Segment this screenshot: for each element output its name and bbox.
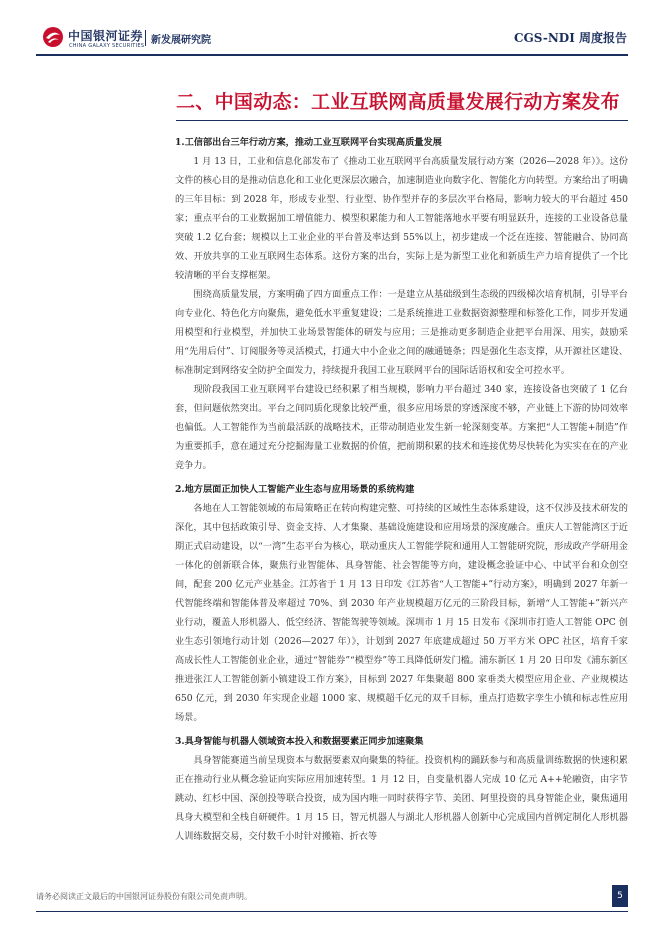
footer-rule xyxy=(36,911,628,912)
section-title: 二、中国动态：工业互联网高质量发展行动方案发布 xyxy=(176,91,620,113)
article-body xyxy=(175,133,628,846)
brand-name-en: CHINA GALAXY SECURITIES xyxy=(69,43,145,49)
institute-name: 新发展研究院 xyxy=(151,35,211,46)
title-rule xyxy=(176,120,628,121)
page-number: 5 xyxy=(612,885,628,907)
galaxy-logo-icon xyxy=(42,26,64,48)
paragraph: 现阶段我国工业互联网平台建设已经积累了相当规模，影响力平台超过 340 家，连接设备也突破了 1 亿台套，但问题依然突出。平台之间同质化现象比较严重，很多应用场景的穿透深度不够，产业链上下游的协同效率也偏低。人工智能作为当前最活跃的战略技术，正带动制造业发生新一轮深刻变革。方案把“人工智能+制造”作为重要抓手，意在通过充分挖掘海量工业数据的价值，把前期积累的技术和连接优势尽快转化为实实在在的产业竞争力。 xyxy=(175,384,628,471)
paragraph: 1 月 13 日，工业和信息化部发布了《推动工业互联网平台高质量发展行动方案（2026—2028 年）》。这份文件的核心目的是推动信息化和工业化更深层次融合，加速制造业向数字化、智能化方向转型。方案给出了明确的三年目标：到 2028 年，形成专业型、行业型、协作型并存的多层次平台格局，影响力较大的平台超过 450 家；重点平台的工业数据加工增值能力、模型积累能力和人工智能落地水平要有明显跃升，连接的工业设备总量突破 1.2 亿台套；规模以上工业企业的平台普及率达到 55%以上，初步建成一个泛在连接、智能融合、协同高效、开放共享的工业互联网生态体系。这份方案的出台，实际上是为新型工业化和新质生产力培育提供了一个比较清晰的平台支撑框架。 xyxy=(175,156,628,281)
report-type: CGS-NDI 周度报告 xyxy=(513,31,627,45)
subsection-heading: 3.具身智能与机器人领域资本投入和数据要素正同步加速聚集 xyxy=(175,736,424,747)
paragraph: 各地在人工智能领域的布局策略正在转向构建完整、可持续的区域性生态体系建设，这不仅涉及技术研发的深化，其中包括政策引导、资金支持、人才集聚、基础设施建设和应用场景的深度融合。重庆人工智能湾区于近期正式启动建设，以“一湾”生态平台为核心，联动重庆人工智能学院和通用人工智能研究院，形成政产学研用金一体化的创新联合体，聚焦行业智能体、具身智能、社会智能等方向，建设概念验证中心、中试平台和众创空间，配套 200 亿元产业基金。江苏省于 1 月 13 日印发《江苏省“人工智能+”行动方案》，明确到 2027 年新一代智能终端和智能体普及率超过 70%、到 2030 年产业规模超万亿元的三阶段目标，新增“人工智能+”新兴产业行动，覆盖人形机器人、低空经济、智能驾驶等领域。深圳市 1 月 15 日发布《深圳市打造人工智能 OPC 创业生态引领地行动计划（2026—2027 年）》，计划到 2027 年底建成超过 50 万平方米 OPC 社区，培育千家高成长性人工智能创业企业，通过“智能券”“模型券”等工具降低研发门槛。浦东新区 1 月 20 日印发《浦东新区推进张江人工智能创新小镇建设工作方案》，目标到 2027 年集聚超 800 家垂类大模型应用企业、产业规模达 650 亿元，到 2030 年实现企业超 1000 家、规模超千亿元的双千目标，重点打造数字孪生小镇和标志性应用场景。 xyxy=(175,503,628,723)
footer-disclaimer: 请务必阅读正文最后的中国银河证券股份有限公司免责声明。 xyxy=(36,892,252,901)
paragraph: 围绕高质量发展，方案明确了四方面重点工作：一是建立从基础级到生态级的四级梯次培育机制，引导平台向专业化、特色化方向聚焦，避免低水平重复建设；二是系统推进工业数据资源整理和标签化工作，同步开发通用模型和行业模型，并加快工业场景智能体的研发与应用；三是推动更多制造企业把平台用深、用实，鼓励采用“先用后付”、订阅服务等灵活模式，打通大中小企业之间的融通链条；四是强化生态支撑，从开源社区建设、标准制定到网络安全防护全面发力，持续提升我国工业互联网平台的国际话语权和安全可控水平。 xyxy=(175,289,628,376)
subsection-heading: 1.工信部出台三年行动方案，推动工业互联网平台实现高质量发展 xyxy=(175,137,442,148)
page-header xyxy=(0,0,662,60)
paragraph: 具身智能赛道当前呈现资本与数据要素双向聚集的特征。投资机构的踊跃参与和高质量训练数据的快速积累正在推动行业从概念验证向实际应用加速转型。1 月 12 日，自变量机器人完成 10 亿元 A++轮融资，由字节跳动、红杉中国、深创投等联合投资，成为国内唯一同时获得字节、美团、阿里投资的具身智能企业，聚焦通用具身大模型和全栈自研硬件。1 月 15 日，智元机器人与湖北人形机器人创新中心完成国内首例定制化人形机器人训练数据交易，交付数千小时针对搬箱、折衣等 xyxy=(175,755,628,842)
subsection-heading: 2.地方层面正加快人工智能产业生态与应用场景的系统构建 xyxy=(175,484,415,495)
header-divider xyxy=(145,30,146,46)
brand-name-cn: 中国银河证券 xyxy=(68,29,144,43)
header-rule xyxy=(36,54,628,56)
